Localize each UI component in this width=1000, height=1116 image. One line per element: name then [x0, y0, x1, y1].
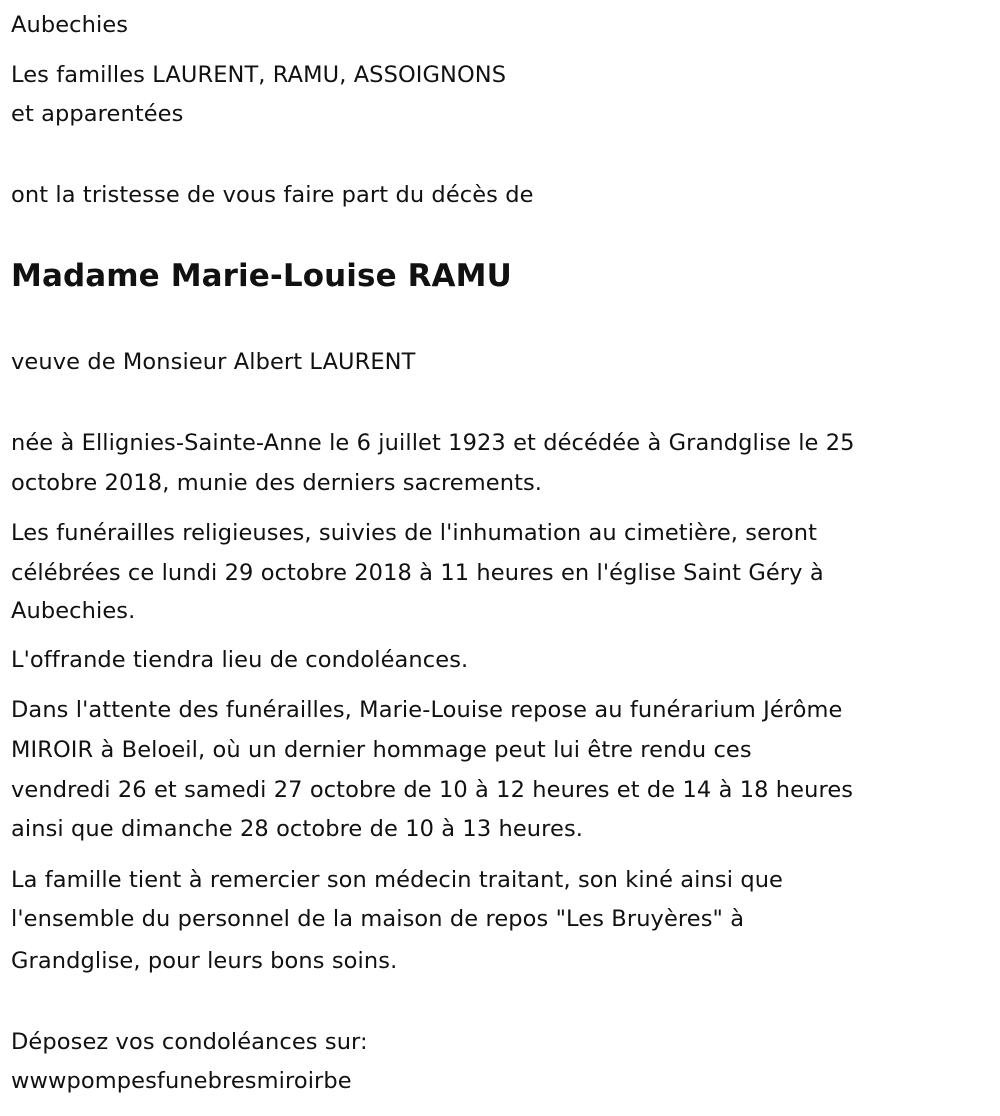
condolences-label: Déposez vos condoléances sur:	[11, 1029, 368, 1055]
deceased-name: Madame Marie-Louise RAMU	[11, 258, 512, 294]
paragraph-line: née à Ellignies-Sainte-Anne le 6 juillet 1923 et décédée à Grandglise le 25	[11, 430, 855, 456]
paragraph-line: Les funérailles religieuses, suivies de l'inhumation au cimetière, seront	[11, 520, 818, 546]
families-line: et apparentées	[11, 101, 184, 127]
paragraph-line: MIROIR à Beloeil, où un dernier hommage peut lui être rendu ces	[11, 737, 752, 763]
widow-of: veuve de Monsieur Albert LAURENT	[11, 349, 416, 375]
paragraph-line: L'offrande tiendra lieu de condoléances.	[11, 647, 469, 673]
paragraph-line: Aubechies.	[11, 598, 136, 624]
paragraph-line: célébrées ce lundi 29 octobre 2018 à 11 heures en l'église Saint Géry à	[11, 560, 824, 586]
paragraph-line: vendredi 26 et samedi 27 octobre de 10 à 12 heures et de 14 à 18 heures	[11, 777, 854, 803]
families-line: Les familles LAURENT, RAMU, ASSOIGNONS	[11, 62, 507, 88]
paragraph-line: ainsi que dimanche 28 octobre de 10 à 13 heures.	[11, 816, 584, 842]
paragraph-line: l'ensemble du personnel de la maison de repos "Les Bruyères" à	[11, 906, 745, 932]
paragraph-line: Dans l'attente des funérailles, Marie-Louise repose au funérarium Jérôme	[11, 697, 843, 723]
place: Aubechies	[11, 12, 129, 38]
paragraph-line: Grandglise, pour leurs bons soins.	[11, 948, 398, 974]
announcement: ont la tristesse de vous faire part du décès de	[11, 182, 534, 208]
paragraph-line: La famille tient à remercier son médecin traitant, son kiné ainsi que	[11, 867, 783, 893]
condolences-link[interactable]: wwwpompesfunebresmiroirbe	[11, 1068, 352, 1094]
paragraph-line: octobre 2018, munie des derniers sacrements.	[11, 470, 543, 496]
